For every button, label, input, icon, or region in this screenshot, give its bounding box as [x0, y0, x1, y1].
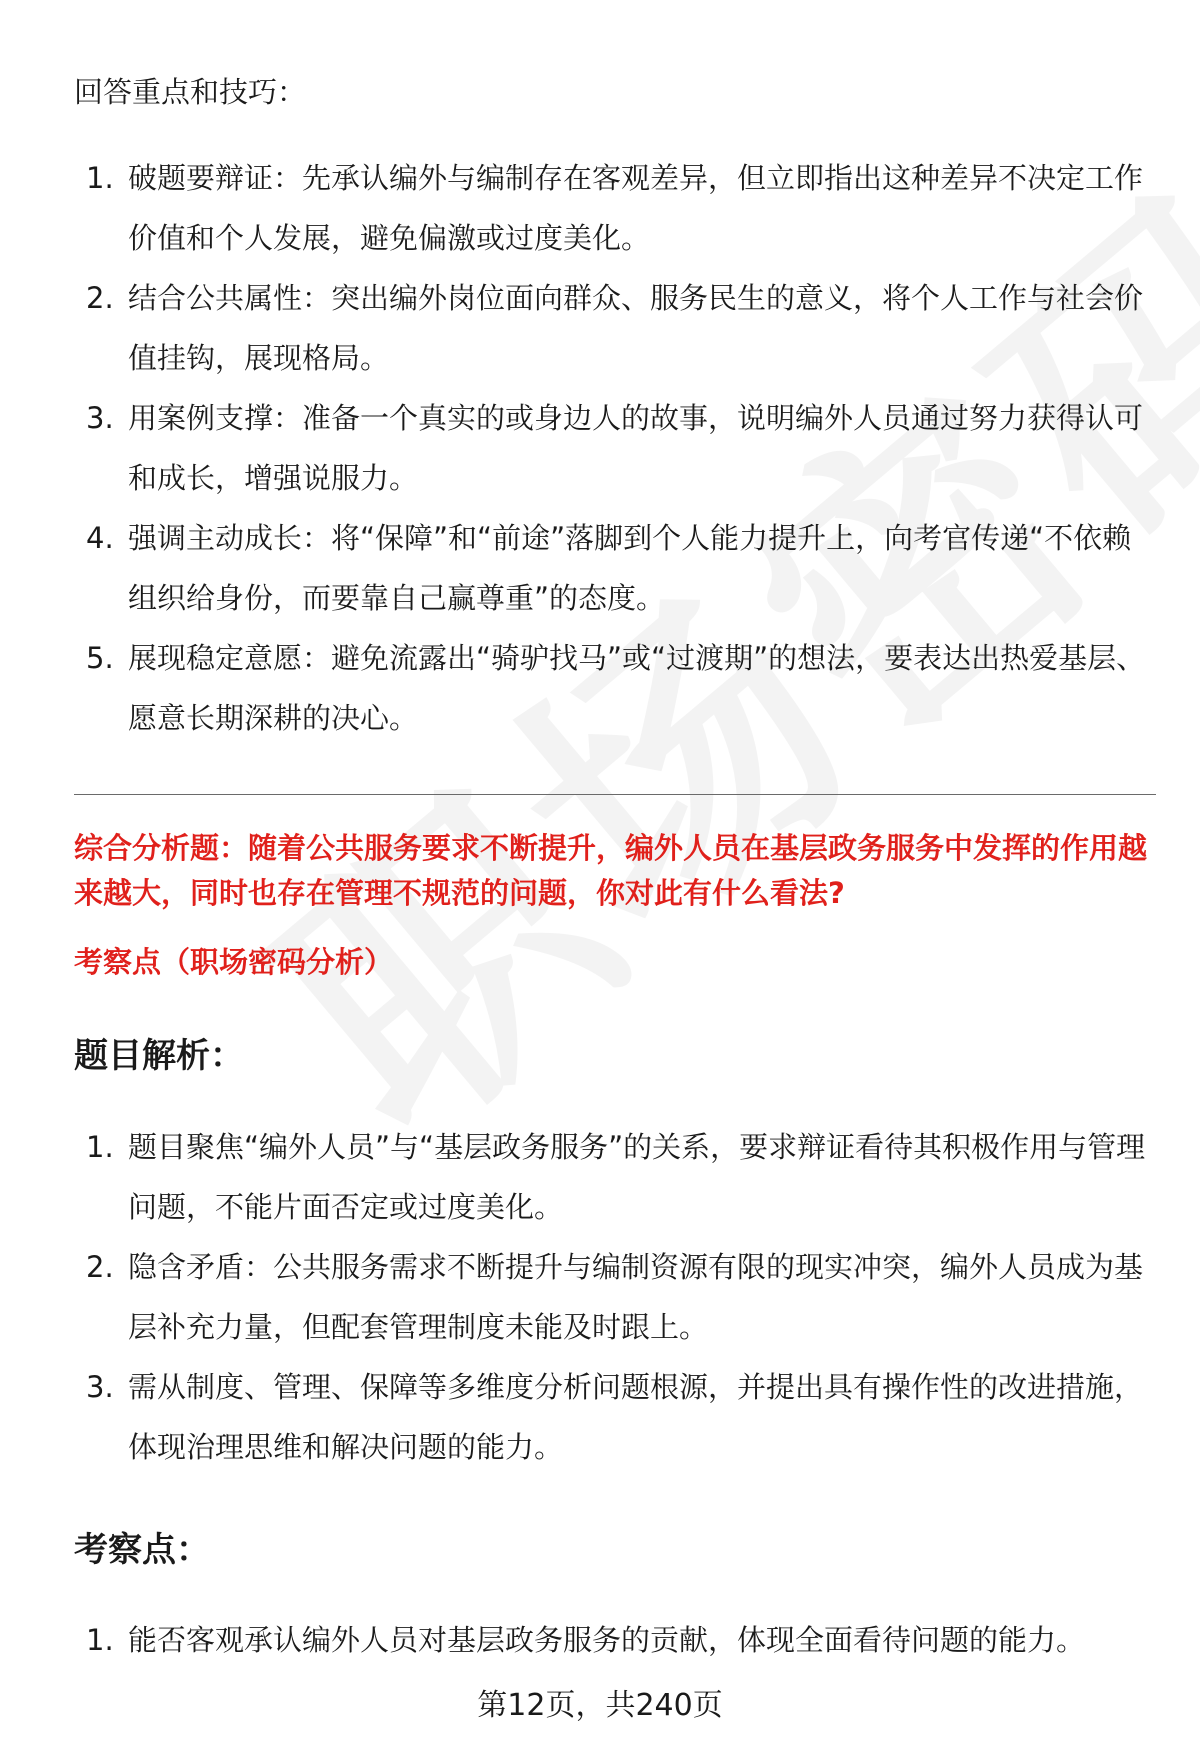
item-text: 题目聚焦“编外人员”与“基层政务服务”的关系，要求辩证看待其积极作用与管理问题，不能片面否定或过度美化。 [128, 1130, 1146, 1224]
item-number: 5. [86, 641, 114, 675]
list-item [74, 628, 1154, 748]
item-text: 展现稳定意愿：避免流露出“骑驴找马”或“过渡期”的想法，要表达出热爱基层、愿意长期深耕的决心。 [128, 641, 1146, 735]
list-item [74, 1117, 1154, 1237]
points-heading: 考察点： [74, 1530, 210, 1570]
list-item [74, 1610, 1154, 1670]
analysis-heading: 题目解析： [74, 1036, 244, 1076]
item-number: 2. [86, 1250, 114, 1284]
analysis-list [74, 1117, 1154, 1477]
item-number: 4. [86, 521, 114, 555]
question-title: 综合分析题：随着公共服务要求不断提升，编外人员在基层政务服务中发挥的作用越来越大，同时也存在管理不规范的问题，你对此有什么看法? [74, 831, 1148, 910]
intro-heading: 回答重点和技巧： [74, 75, 307, 109]
item-text: 隐含矛盾：公共服务需求不断提升与编制资源有限的现实冲突，编外人员成为基层补充力量，但配套管理制度未能及时跟上。 [128, 1250, 1144, 1344]
item-number: 1. [86, 1130, 114, 1164]
item-number: 3. [86, 401, 114, 435]
item-text: 破题要辩证：先承认编外与编制存在客观差异，但立即指出这种差异不决定工作价值和个人发展，避免偏激或过度美化。 [128, 161, 1144, 255]
item-text: 结合公共属性：突出编外岗位面向群众、服务民生的意义，将个人工作与社会价值挂钩，展现格局。 [128, 281, 1144, 375]
list-item [74, 388, 1154, 508]
item-text: 用案例支撑：准备一个真实的或身边人的故事，说明编外人员通过努力获得认可和成长，增强说服力。 [128, 401, 1144, 495]
item-text: 能否客观承认编外人员对基层政务服务的贡献，体现全面看待问题的能力。 [128, 1623, 1086, 1657]
page-footer: 第12页，共240页 [477, 1688, 723, 1723]
list-item [74, 508, 1154, 628]
list-item [74, 148, 1154, 268]
list-item [74, 1357, 1154, 1477]
item-number: 1. [86, 161, 114, 195]
list-item [74, 1237, 1154, 1357]
item-number: 3. [86, 1370, 114, 1404]
item-number: 2. [86, 281, 114, 315]
tips-list [74, 148, 1154, 748]
item-text: 需从制度、管理、保障等多维度分析问题根源，并提出具有操作性的改进措施，体现治理思维和解决问题的能力。 [128, 1370, 1144, 1464]
exam-point-label: 考察点（职场密码分析） [74, 945, 394, 979]
section-divider [74, 794, 1156, 795]
item-text: 强调主动成长：将“保障”和“前途”落脚到个人能力提升上，向考官传递“不依赖组织给身份，而要靠自己赢尊重”的态度。 [128, 521, 1132, 615]
points-list [74, 1610, 1154, 1670]
list-item [74, 268, 1154, 388]
item-number: 1. [86, 1623, 114, 1657]
